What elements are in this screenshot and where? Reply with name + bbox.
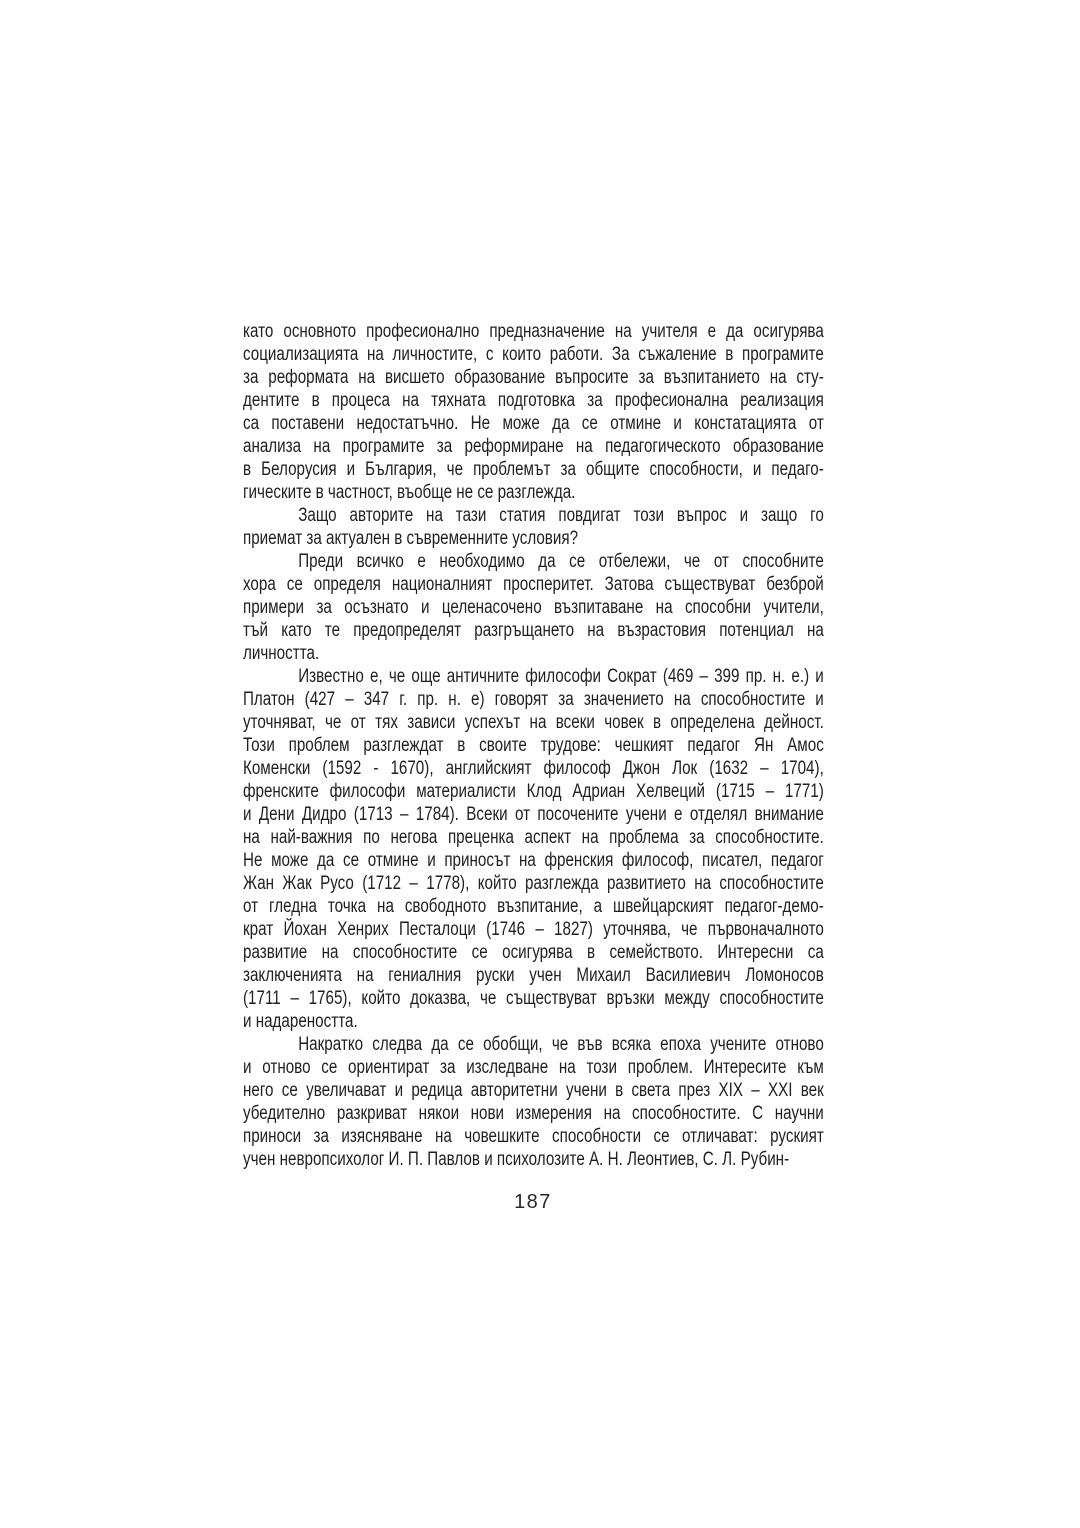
text-line: приноси за изясняване на човешките способности се отличават: руският — [243, 1126, 824, 1147]
text-line: Коменски (1592 - 1670), английският философ Джон Лок (1632 – 1704), — [243, 758, 824, 779]
text-line: развитие на способностите се осигурява в семейството. Интересни са — [243, 942, 824, 963]
text-line: са поставени недостатъчно. Не може да се отмине и констатацията от — [243, 413, 824, 434]
text-line: и отново се ориентират за изследване на този проблем. Интересите към — [243, 1057, 824, 1078]
text-line: крат Йохан Хенрих Песталоци (1746 – 1827) уточнява, че първоначалното — [243, 919, 824, 940]
body-text — [243, 320, 824, 1171]
text-line: примери за осъзнато и целенасочено възпитаване на способни учители, — [243, 597, 824, 618]
text-line: гическите в частност, въобще не се разглежда. — [243, 482, 576, 503]
text-line: личността. — [243, 643, 320, 664]
text-line: уточняват, че от тях зависи успехът на всеки човек в определена дейност. — [243, 712, 824, 733]
text-line: Този проблем разглеждат в своите трудове: чешкият педагог Ян Амос — [243, 735, 824, 756]
text-line: учен невропсихолог И. П. Павлов и психолозите А. Н. Леонтиев, С. Л. Рубин- — [243, 1149, 790, 1170]
text-line: него се увеличават и редица авторитетни учени в света през XIX – XXI век — [243, 1080, 824, 1101]
page-number: 187 — [514, 1191, 552, 1213]
text-line: заключенията на гениалния руски учен Михаил Василиевич Ломоносов — [243, 965, 824, 986]
text-line: Жан Жак Русо (1712 – 1778), който разглежда развитието на способностите — [243, 873, 824, 894]
text-line: и надареността. — [243, 1011, 358, 1032]
text-line: убедително разкриват някои нови измерения на способностите. С научни — [243, 1103, 824, 1124]
text-line: хора се определя националният просперитет. Затова съществуват безброй — [243, 574, 824, 595]
text-line: дентите в процеса на тяхната подготовка за професионална реализация — [243, 390, 824, 411]
text-line: тъй като те предопределят разгръщането на възрастовия потенциал на — [243, 620, 824, 641]
text-line: приемат за актуален в съвременните условия? — [243, 528, 579, 549]
text-line: Известно е, че още античните философи Сократ (469 – 399 пр. н. е.) и — [298, 666, 824, 687]
text-line: и Дени Дидро (1713 – 1784). Всеки от посочените учени е отделял внимание — [243, 804, 824, 825]
text-line: за реформата на висшето образование въпросите за възпитанието на сту- — [243, 367, 824, 388]
text-line: като основното професионално предназначение на учителя е да осигурява — [243, 321, 824, 342]
text-line: френските философи материалисти Клод Адриан Хелвеций (1715 – 1771) — [243, 781, 824, 802]
text-line: анализа на програмите за реформиране на педагогическото образование — [243, 436, 824, 457]
text-line: Накратко следва да се обобщи, че във всяка епоха учените отново — [298, 1034, 824, 1055]
text-line: Платон (427 – 347 г. пр. н. е) говорят за значението на способностите и — [243, 689, 824, 710]
text-line: на най-важния по негова преценка аспект на проблема за способностите. — [243, 827, 824, 848]
text-line: Защо авторите на тази статия повдигат този въпрос и защо го — [298, 505, 824, 526]
text-line: (1711 – 1765), който доказва, че съществуват връзки между способностите — [243, 988, 824, 1009]
text-line: Преди всичко е необходимо да се отбележи, че от способните — [298, 551, 824, 572]
text-line: в Белорусия и България, че проблемът за общите способности, и педаго- — [243, 459, 824, 480]
text-line: социализацията на личностите, с които работи. За съжаление в програмите — [243, 344, 824, 365]
text-line: от гледна точка на свободното възпитание, а швейцарският педагог-демо- — [243, 896, 824, 917]
text-line: Не може да се отмине и приносът на френския философ, писател, педагог — [243, 850, 824, 871]
